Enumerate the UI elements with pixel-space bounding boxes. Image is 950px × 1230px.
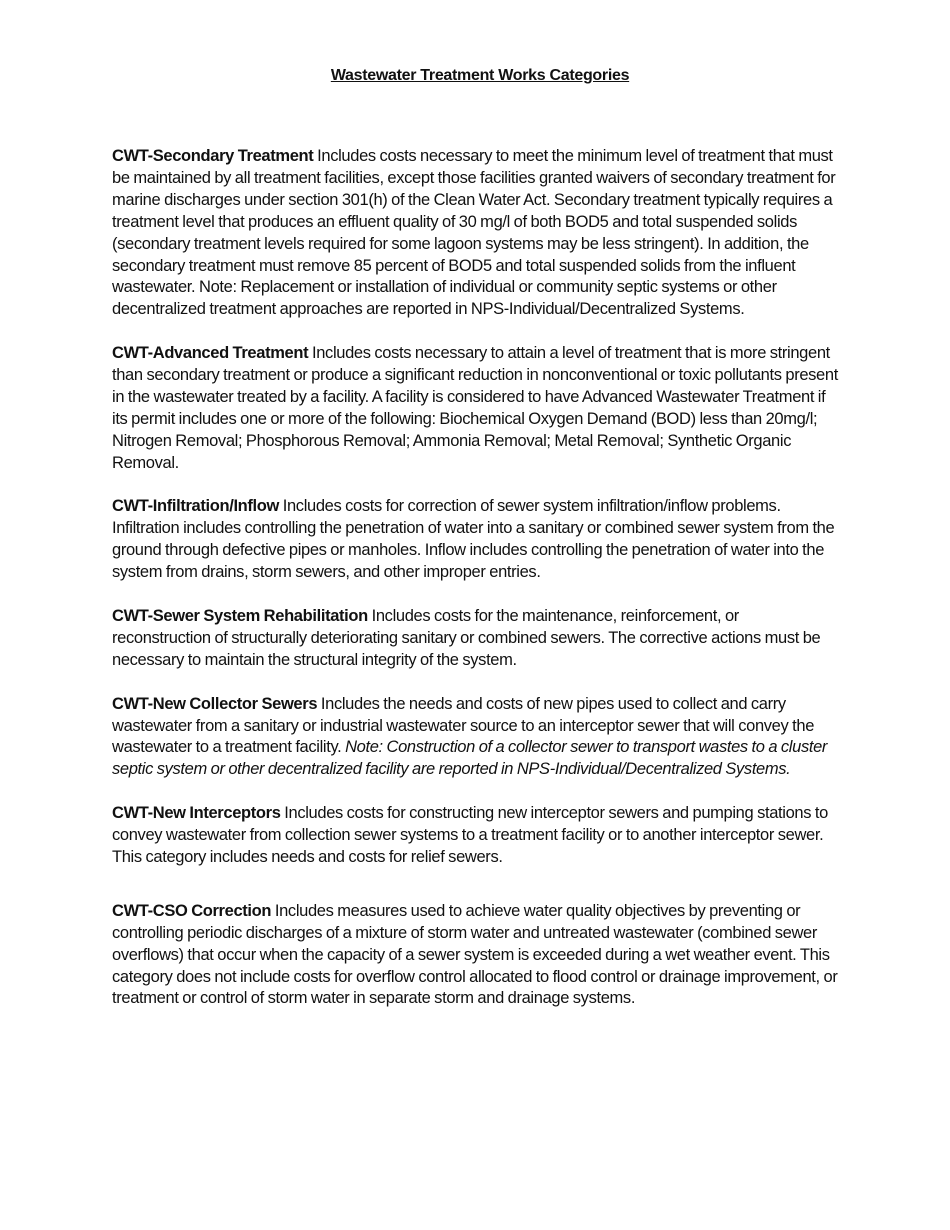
category-entry-advanced-treatment xyxy=(112,343,839,474)
document-title: Wastewater Treatment Works Categories xyxy=(330,67,630,84)
category-entry-new-collector-sewers xyxy=(112,694,839,782)
category-description: Includes costs necessary to meet the minimum level of treatment that must be maintained by all treatment facilities, except those facilities granted waivers of secondary treatment for marine discharges under section 301(h) of the Clean Water Act. Secondary treatment typically requires a treatment level that produces an effluent quality of 30 mg/l of both BOD5 and total suspended solids (secondary treatment levels required for some lagoon systems may be less stringent). In addition, the secondary treatment must remove 85 percent of BOD5 and total suspended solids from the influent wastewater. Note: Replacement or installation of individual or community septic systems or other decentralized treatment approaches are reported in NPS-Individual/Decentralized Systems. xyxy=(112,147,836,319)
category-term: CWT-Sewer System Rehabilitation xyxy=(112,606,368,625)
category-entry-cso-correction xyxy=(112,901,839,1011)
category-entry-secondary-treatment xyxy=(112,146,839,321)
category-description: Includes costs necessary to attain a level of treatment that is more stringent than secondary treatment or produce a significant reduction in nonconventional or toxic pollutants present in the wastewater treated by a facility. A facility is considered to have Advanced Wastewater Treatment if its permit includes one or more of the following: Biochemical Oxygen Demand (BOD) less than 20mg/l; Nitrogen Removal; Phosphorous Removal; Ammonia Removal; Metal Removal; Synthetic Organic Removal. xyxy=(112,344,838,472)
category-term: CWT-Advanced Treatment xyxy=(112,344,309,363)
category-entry-infiltration-inflow xyxy=(112,496,839,584)
category-description: Includes costs for correction of sewer system infiltration/inflow problems. Infiltration includes controlling the penetration of water into a sanitary or combined sewer system from the ground through defective pipes or manholes. Inflow includes controlling the penetration of water into the system from drains, storm sewers, and other improper entries. xyxy=(112,497,835,582)
category-description: Includes measures used to achieve water quality objectives by preventing or controlling periodic discharges of a mixture of storm water and untreated wastewater (combined sewer overflows) that occur when the capacity of a sewer system is exceeded during a wet weather event. This category does not include costs for overflow control allocated to flood control or drainage improvement, or treatment or control of storm water in separate storm and drainage systems. xyxy=(112,901,838,1008)
category-description: Includes costs for the maintenance, reinforcement, or reconstruction of structurally deteriorating sanitary or combined sewers. The corrective actions must be necessary to maintain the structural integrity of the system. xyxy=(112,606,821,669)
category-description: Includes the needs and costs of new pipes used to collect and carry wastewater from a sanitary or industrial wastewater source to an interceptor sewer that will convey the wastewater to a treatment facility. xyxy=(112,694,815,757)
category-entry-new-interceptors xyxy=(112,803,839,869)
category-term: CWT-Secondary Treatment xyxy=(112,147,314,165)
category-term: CWT-New Collector Sewers xyxy=(112,694,318,713)
category-term: CWT-Infiltration/Inflow xyxy=(112,497,279,516)
category-entry-sewer-rehabilitation xyxy=(112,606,839,672)
category-note: Note: Construction of a collector sewer to transport wastes to a cluster septic system or other decentralized facility are reported in NPS-Individual/Decentralized Systems. xyxy=(112,738,828,779)
category-list xyxy=(112,146,839,1032)
category-term: CWT-CSO Correction xyxy=(112,901,272,920)
category-term: CWT-New Interceptors xyxy=(112,804,281,823)
category-description: Includes costs for constructing new interceptor sewers and pumping stations to convey wastewater from collection sewer systems to a treatment facility or to another interceptor sewer. This category includes needs and costs for relief sewers. xyxy=(112,804,828,866)
